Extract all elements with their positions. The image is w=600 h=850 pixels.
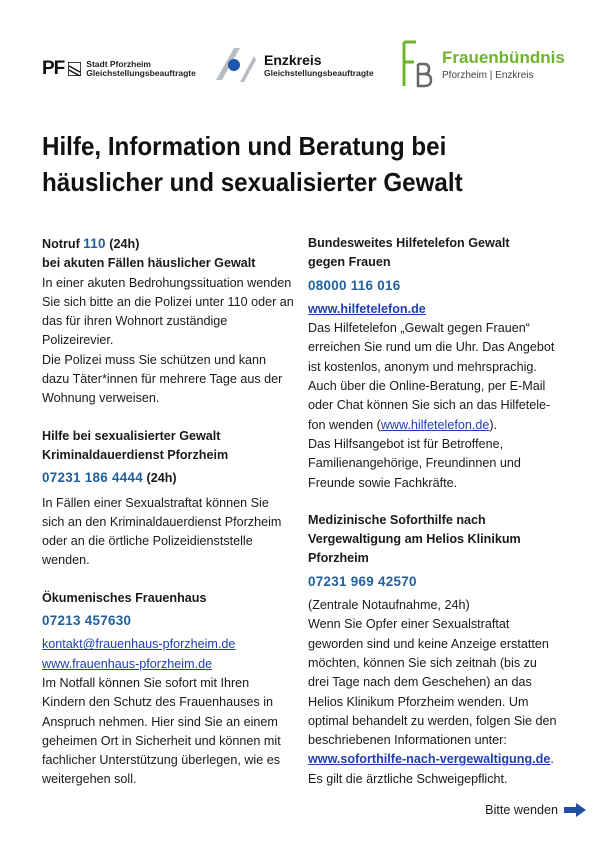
notruf-text2: Die Polizei muss Sie schützen und kann dazu Täter*innen für mehrere Tage aus der Wohnung verweisen. [42,352,283,406]
notruf-heading [42,234,294,254]
hilfetelefon-text2: Das Hilfsangebot ist für Betroffene, Familienangehörige, Freundinnen und Freunde sowie Fachkräfte. [308,436,521,490]
notruf-section [42,234,294,409]
soforthilfe-title1: Medizinische Soforthilfe nach [308,512,486,527]
logo-bar [42,40,565,92]
logo-frauenbuendnis [400,40,565,88]
fb-emblem-icon [400,40,434,88]
logo-enzkreis [214,46,374,84]
hilfetelefon-number[interactable]: 08000 116 016 [308,277,401,293]
frauenhaus-text: Im Notfall können Sie sofort mit Ihren Kindern den Schutz des Frauenhauses in Anspruch nehmen. Hier sind Sie an einem geheimen Ort in Sicherheit und können mit fachlicher Unterstützung überlegen, wie es weitergehen soll. [42,675,281,787]
hilfetelefon-web-link[interactable]: www.hilfetelefon.de [308,301,426,316]
notruf-text1: In einer akuten Bedrohungssituation wenden Sie sich bitte an die Polizei unter 110 oder an das für ihren Wohnort zuständige Polizeirevier. [42,275,294,348]
frauenhaus-number[interactable]: 07213 457630 [42,613,132,629]
hilfetelefon-section [308,234,560,493]
logo-stadt-pforzheim [42,58,196,80]
hilfetelefon-text1 [308,319,560,435]
soforthilfe-text: Wenn Sie Opfer einer Sexualstraftat geworden sind und keine Anzeige erstatten möchten, können Sie sich zeitnah (bis zu drei Tage nach dem Geschehen) an das Helios Klinikum Pforzheim wenden. Um optimal behandelt zu werden, folgen Sie den beschriebenen Informationen unter: [308,617,557,748]
soforthilfe-web-link[interactable]: www.soforthilfe-nach-vergewaltigung.de [308,752,551,767]
fb-name: Frauenbündnis [442,47,565,67]
kripo-number-line [42,468,294,488]
fb-sub: Pforzheim | Enzkreis [442,69,534,81]
frauenhaus-title: Ökumenisches Frauenhaus [42,590,207,605]
notruf-label: Notruf [42,237,80,251]
soforthilfe-note: (Zentrale Notaufnahme, 24h) [308,598,470,613]
kripo-number[interactable]: 07231 186 4444 [42,470,144,486]
enzkreis-name: Enzkreis [264,52,322,68]
right-column [308,234,560,803]
footer-turn-page[interactable] [485,803,586,817]
arrow-right-icon [564,803,586,817]
kripo-suffix: (24h) [146,471,177,486]
pf-line2: Gleichstellungsbeauftragte [86,68,196,78]
soforthilfe-web-line [308,750,560,769]
hilfetelefon-title2: gegen Frauen [308,255,391,270]
hilfetelefon-title1: Bundesweites Hilfetelefon Gewalt [308,236,510,250]
soforthilfe-section [308,511,560,789]
soforthilfe-title2: Vergewaltigung am Helios Klinikum [308,532,521,547]
enzkreis-sub: Gleichstellungsbeauftragte [264,68,374,78]
left-column [42,234,294,804]
kripo-text: In Fällen einer Sexualstraftat können Sie sich an den Kriminaldauerdienst Pforzheim oder an die örtliche Polizeidienststelle wenden. [42,495,282,568]
enzkreis-emblem-icon [214,46,256,84]
hilfetelefon-text1-main: Das Hilfetelefon „Gewalt gegen Frauen“ erreichen Sie rund um die Uhr. Das Angebot ist kostenlos, anonym und mehrsprachig. Auch über die Online-Beratung, per E-Mail oder Chat können Sie sich an das Hilfetele-fon wenden ( [308,321,555,432]
footer-label: Bitte wenden [485,803,558,817]
page-title [42,128,526,200]
soforthilfe-web-end: . [550,752,554,767]
page-title-line2: häuslicher und sexualisierter Gewalt [42,167,463,197]
pf-stripes-icon [68,62,81,76]
notruf-subtitle: bei akuten Fällen häuslicher Gewalt [42,256,256,271]
kripo-title2: Kriminaldauerdienst Pforzheim [42,447,229,462]
hilfetelefon-inline-link[interactable]: www.hilfetelefon.de [380,417,490,432]
kripo-section [42,427,294,571]
soforthilfe-number[interactable]: 07231 969 42570 [308,573,417,589]
page-title-line1: Hilfe, Information und Beratung bei [42,131,447,161]
frauenhaus-web-link[interactable]: www.frauenhaus-pforzheim.de [42,656,213,671]
kripo-title1: Hilfe bei sexualisierter Gewalt [42,428,221,443]
frauenhaus-email-link[interactable]: kontakt@frauenhaus-pforzheim.de [42,637,236,652]
hilfetelefon-text1-end: ). [489,417,498,432]
pf-mark: PF [42,58,65,79]
soforthilfe-text2: Es gilt die ärztliche Schweigepflicht. [308,771,508,786]
notruf-suffix: (24h) [109,237,140,251]
frauenhaus-section [42,589,294,790]
pf-line1: Stadt Pforzheim [86,59,151,69]
notruf-number[interactable]: 110 [83,236,106,251]
soforthilfe-title3: Pforzheim [308,551,369,566]
